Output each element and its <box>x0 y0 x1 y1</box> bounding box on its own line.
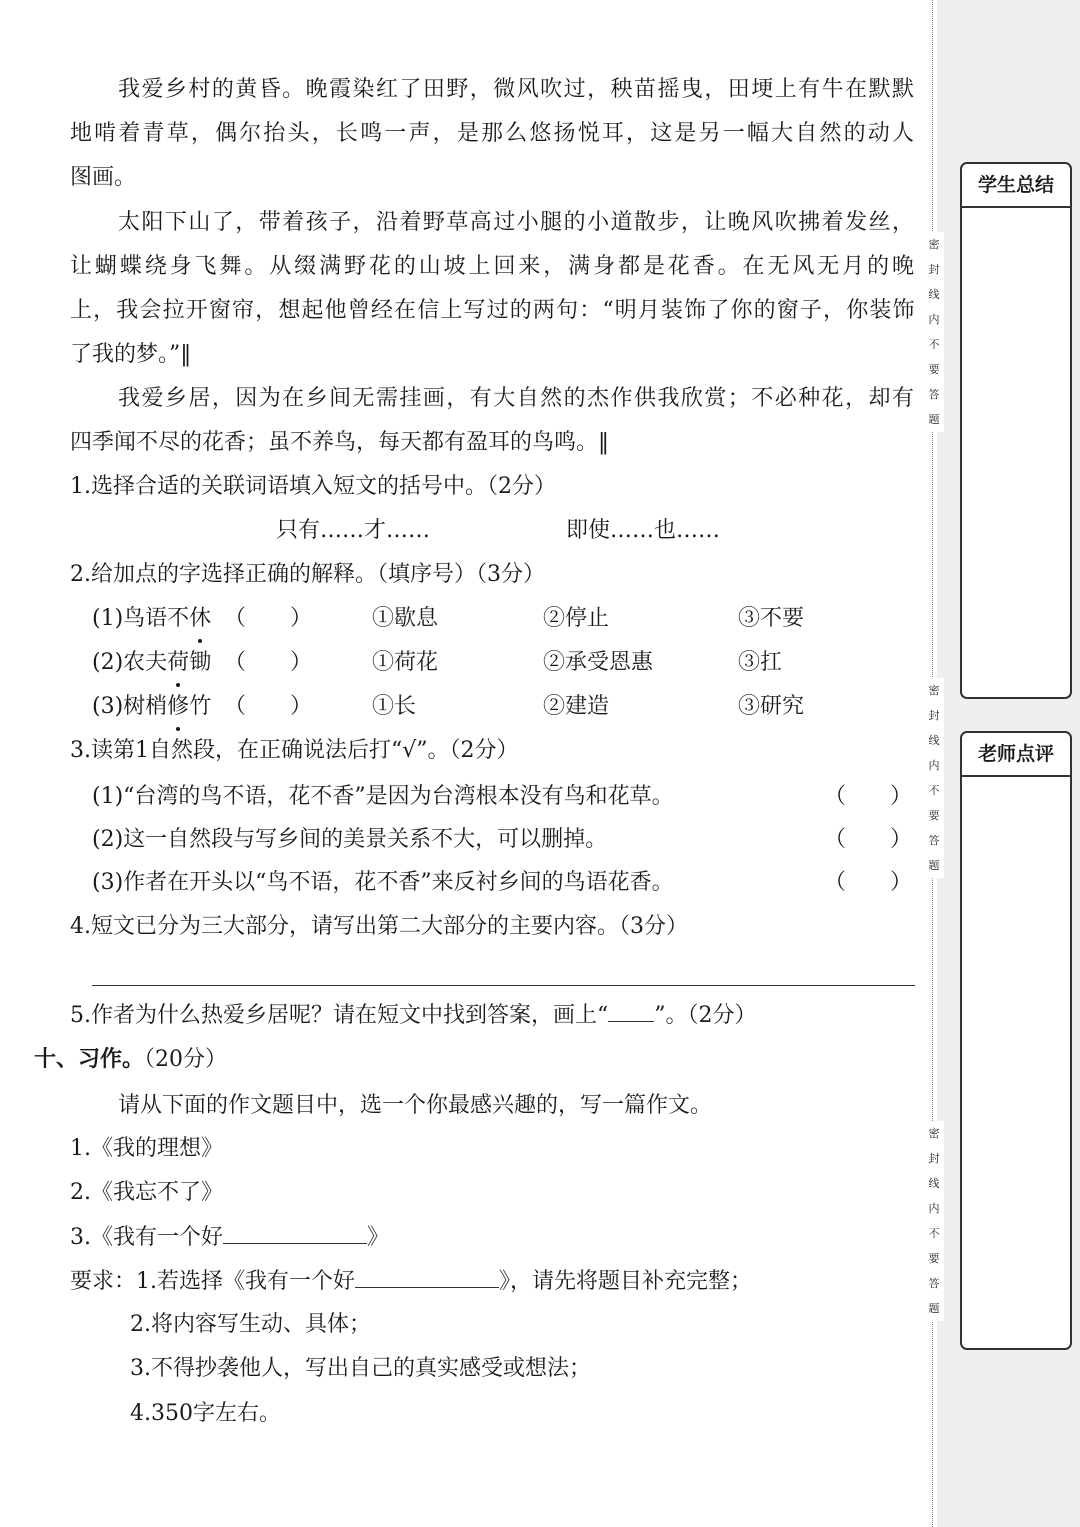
question-3: 3.读第1自然段，在正确说法后打“√”。（2分） <box>70 738 519 763</box>
q2-row-1-answer-paren[interactable]: （ ） <box>224 606 313 631</box>
passage-p1-line3: 图画。 <box>70 165 137 190</box>
section-10-intro: 请从下面的作文题目中，选一个你最感兴趣的，写一篇作文。 <box>118 1093 713 1118</box>
question-2: 2.给加点的字选择正确的解释。（填序号）（3分） <box>70 562 545 587</box>
q2-row-3: (3)树梢修竹 <box>92 691 211 723</box>
requirement-2: 2.将内容写生动、具体； <box>130 1312 371 1337</box>
q1-option-1: 只有……才…… <box>276 518 431 543</box>
q2-row-3-answer-paren[interactable]: （ ） <box>224 694 313 719</box>
passage-p1-line1: 我爱乡村的黄昏。晚霞染红了田野，微风吹过，秧苗摇曳，田埂上有牛在默默 <box>118 77 914 102</box>
q2-row-2-option-a: ①荷花 <box>372 650 439 675</box>
essay-title-3-blank[interactable] <box>223 1221 367 1244</box>
question-4: 4.短文已分为三大部分，请写出第二大部分的主要内容。（3分） <box>70 914 688 939</box>
question-1: 1.选择合适的关联词语填入短文的括号中。（2分） <box>70 474 556 499</box>
q2-row-2-option-c: ③扛 <box>738 650 783 675</box>
dotted-char: 荷 <box>167 647 189 679</box>
passage-p2-line4: 了我的梦。”‖ <box>70 342 192 367</box>
q2-row-1-option-b: ②停止 <box>543 606 610 631</box>
passage-p3-line2: 四季闻不尽的花香；虽不养鸟，每天都有盈耳的鸟鸣。‖ <box>70 430 610 455</box>
q2-row-3-option-c: ③研究 <box>738 694 805 719</box>
passage-p2-line2: 让蝴蝶绕身飞舞。从缀满野花的山坡上回来，满身都是花香。在无风无月的晚 <box>70 254 914 279</box>
student-summary-box[interactable] <box>960 162 1072 699</box>
dotted-char: 修 <box>167 691 189 723</box>
q2-row-3-option-a: ①长 <box>372 694 417 719</box>
requirement-1: 要求：1.若选择《我有一个好 》，请先将题目补充完整； <box>70 1265 752 1298</box>
passage-p3-line1: 我爱乡居，因为在乡间无需挂画，有大自然的杰作供我欣赏；不必种花，却有 <box>118 386 914 411</box>
q3-item-1-answer-paren[interactable]: （ ） <box>824 784 913 809</box>
dotted-char: 休 <box>189 603 211 635</box>
q2-row-1-option-a: ①歇息 <box>372 606 439 631</box>
teacher-comment-box[interactable] <box>960 731 1072 1350</box>
q1-option-2: 即使……也…… <box>566 518 721 543</box>
q3-item-2-answer-paren[interactable]: （ ） <box>824 827 913 852</box>
q2-row-3-option-b: ②建造 <box>543 694 610 719</box>
passage-p2-line3: 上，我会拉开窗帘，想起他曾经在信上写过的两句：“明月装饰了你的窗子，你装饰 <box>70 298 914 323</box>
underline-sample <box>608 999 654 1022</box>
requirement-1-blank[interactable] <box>355 1265 499 1288</box>
q2-row-1: (1)鸟语不休 <box>92 603 211 635</box>
seal-line-notice: 密 封 线 内 不 要 答 题 <box>924 1121 944 1321</box>
q3-item-2: (2)这一自然段与写乡间的美景关系不大，可以删掉。 <box>92 827 608 852</box>
passage-p1-line2: 地啃着青草，偶尔抬头，长鸣一声，是那么悠扬悦耳，这是另一幅大自然的动人 <box>70 121 914 146</box>
section-10-heading: 十、习作。（20分） <box>34 1046 228 1072</box>
q3-item-3-answer-paren[interactable]: （ ） <box>824 870 913 895</box>
essay-title-2: 2.《我忘不了》 <box>70 1180 223 1205</box>
question-5: 5.作者为什么热爱乡居呢？请在短文中找到答案，画上“ ”。（2分） <box>70 999 757 1032</box>
requirement-3: 3.不得抄袭他人，写出自己的真实感受或想法； <box>130 1356 591 1381</box>
seal-line-notice: 密 封 线 内 不 要 答 题 <box>924 678 944 878</box>
q2-row-2-answer-paren[interactable]: （ ） <box>224 650 313 675</box>
q3-item-3: (3)作者在开头以“鸟不语，花不香”来反衬乡间的鸟语花香。 <box>92 870 674 895</box>
essay-title-1: 1.《我的理想》 <box>70 1136 223 1161</box>
q4-answer-line[interactable] <box>92 985 915 986</box>
q2-row-2-option-b: ②承受恩惠 <box>543 650 654 675</box>
q3-item-1: (1)“台湾的鸟不语，花不香”是因为台湾根本没有鸟和花草。 <box>92 784 674 809</box>
q2-row-1-option-c: ③不要 <box>738 606 805 631</box>
q2-row-2: (2)农夫荷锄 <box>92 647 211 679</box>
teacher-comment-title: 老师点评 <box>962 733 1070 777</box>
seal-line-notice: 密 封 线 内 不 要 答 题 <box>924 232 944 432</box>
passage-p2-line1: 太阳下山了，带着孩子，沿着野草高过小腿的小道散步，让晚风吹拂着发丝， <box>118 210 914 235</box>
requirement-4: 4.350字左右。 <box>130 1401 281 1426</box>
student-summary-title: 学生总结 <box>962 164 1070 208</box>
essay-title-3: 3.《我有一个好 》 <box>70 1221 389 1254</box>
